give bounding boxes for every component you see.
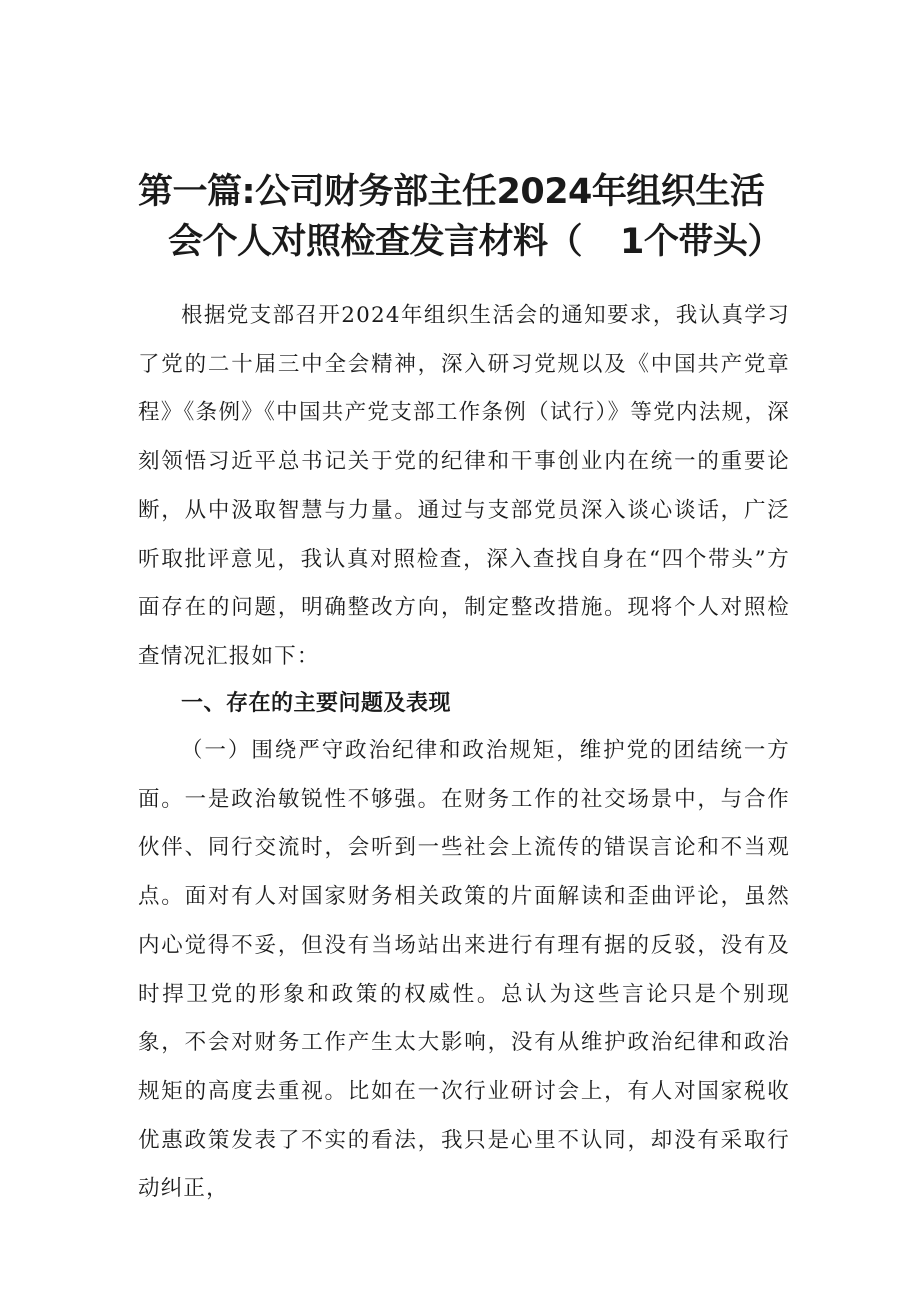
document-title-line-1: 第一篇:公司财务部主任2024年组织生活 <box>138 172 765 212</box>
title-line-2-part-b: 1个带头） <box>620 222 782 262</box>
intro-paragraph: 根据党支部召开2024年组织生活会的通知要求，我认真学习了党的二十届三中全会精神，深入研习党规以及《中国共产党章程》《条例》《中国共产党支部工作条例（试行）》等党内法规，深刻领悟习近平总书记关于党的纪律和干事创业内在统一的重要论断，从中汲取智慧与力量。通过与支部党员深入谈心谈话，广泛听取批评意见，我认真对照检查，深入查找自身在“四个带头”方面存在的问题，明确整改方向，制定整改措施。现将个人对照检查情况汇报如下： <box>138 303 790 669</box>
section-heading-1: 一、存在的主要问题及表现 <box>181 691 452 716</box>
document-title-line-2 <box>168 218 828 266</box>
title-line-2-part-a: 会个人对照检查发言材料（ <box>168 222 583 262</box>
section-1-paragraph-1: （一）围绕严守政治纪律和政治规矩，维护党的团结统一方面。一是政治敏锐性不够强。在财务工作的社交场景中，与合作伙伴、同行交流时，会听到一些社会上流传的错误言论和不当观点。面对有人对国家财务相关政策的片面解读和歪曲评论，虽然内心觉得不妥，但没有当场站出来进行有理有据的反驳，没有及时捍卫党的形象和政策的权威性。总认为这些言论只是个别现象，不会对财务工作产生太大影响，没有从维护政治纪律和政治规矩的高度去重视。比如在一次行业研讨会上，有人对国家税收优惠政策发表了不实的看法，我只是心里不认同，却没有采取行动纠正， <box>138 738 790 1202</box>
